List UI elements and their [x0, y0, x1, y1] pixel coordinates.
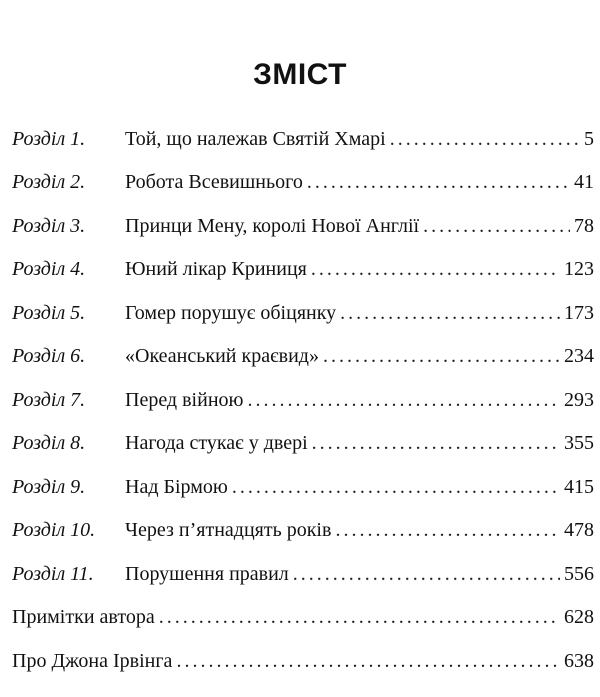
- dot-leader: [323, 344, 560, 368]
- page-number: 234: [564, 345, 594, 368]
- toc-entry-3: [12, 204, 594, 248]
- chapter-number: Розділ 5.: [12, 301, 86, 324]
- chapter-title: Через п’ятнадцять років: [125, 519, 332, 542]
- chapter-number: Розділ 11.: [12, 562, 94, 585]
- dot-leader: [312, 431, 560, 455]
- toc-entry-about-author: [12, 639, 594, 683]
- chapter-title: Робота Всевишнього: [125, 171, 303, 194]
- toc-entry-10: [12, 509, 594, 553]
- chapter-title: Гомер порушує обіцянку: [125, 301, 337, 324]
- page-number: 638: [564, 649, 594, 672]
- chapter-title: Примітки автора: [12, 606, 155, 629]
- toc-entry-11: [12, 552, 594, 596]
- dot-leader: [390, 127, 580, 151]
- page-number: 628: [564, 606, 594, 629]
- chapter-number: Розділ 10.: [12, 519, 96, 542]
- dot-leader: [247, 388, 560, 412]
- toc-entry-7: [12, 378, 594, 422]
- page-number: 478: [564, 519, 594, 542]
- page-number: 415: [564, 475, 594, 498]
- dot-leader: [311, 257, 560, 281]
- chapter-number: Розділ 4.: [12, 258, 86, 281]
- chapter-title: «Океанський краєвид»: [125, 345, 319, 368]
- chapter-title: Над Бірмою: [125, 475, 228, 498]
- chapter-number: Розділ 2.: [12, 171, 86, 194]
- page-number: 123: [564, 258, 594, 281]
- toc-entry-2: [12, 161, 594, 205]
- toc-entry-4: [12, 248, 594, 292]
- toc-entry-6: [12, 335, 594, 379]
- page-number: 556: [564, 562, 594, 585]
- chapter-title: Про Джона Ірвінга: [12, 649, 173, 672]
- dot-leader: [423, 214, 570, 238]
- toc-entry-8: [12, 422, 594, 466]
- page-number: 78: [574, 214, 594, 237]
- dot-leader: [232, 475, 560, 499]
- dot-leader: [176, 649, 560, 673]
- toc-title: ЗМІСТ: [253, 58, 347, 91]
- dot-leader: [335, 518, 560, 542]
- chapter-number: Розділ 9.: [12, 475, 86, 498]
- toc-entry-author-notes: [12, 596, 594, 640]
- toc-entry-5: [12, 291, 594, 335]
- chapter-number: Розділ 7.: [12, 388, 86, 411]
- chapter-title: Нагода стукає у двері: [125, 432, 308, 455]
- chapter-title: Той, що належав Святій Хмарі: [125, 127, 386, 150]
- chapter-title: Порушення правил: [125, 562, 289, 585]
- page-number: 5: [584, 127, 594, 150]
- chapter-number: Розділ 6.: [12, 345, 86, 368]
- page-number: 355: [564, 432, 594, 455]
- toc-entry-1: [12, 117, 594, 161]
- chapter-title: Юний лікар Криниця: [125, 258, 307, 281]
- page-number: 293: [564, 388, 594, 411]
- chapter-title: Перед війною: [125, 388, 244, 411]
- dot-leader: [159, 605, 560, 629]
- page-number: 173: [564, 301, 594, 324]
- toc-entry-9: [12, 465, 594, 509]
- dot-leader: [293, 562, 560, 586]
- chapter-number: Розділ 3.: [12, 214, 86, 237]
- dot-leader: [340, 301, 560, 325]
- dot-leader: [307, 170, 570, 194]
- page-number: 41: [574, 171, 594, 194]
- chapter-number: Розділ 8.: [12, 432, 86, 455]
- chapter-number: Розділ 1.: [12, 127, 86, 150]
- table-of-contents: [12, 117, 594, 683]
- chapter-title: Принци Мену, королі Нової Англії: [125, 214, 420, 237]
